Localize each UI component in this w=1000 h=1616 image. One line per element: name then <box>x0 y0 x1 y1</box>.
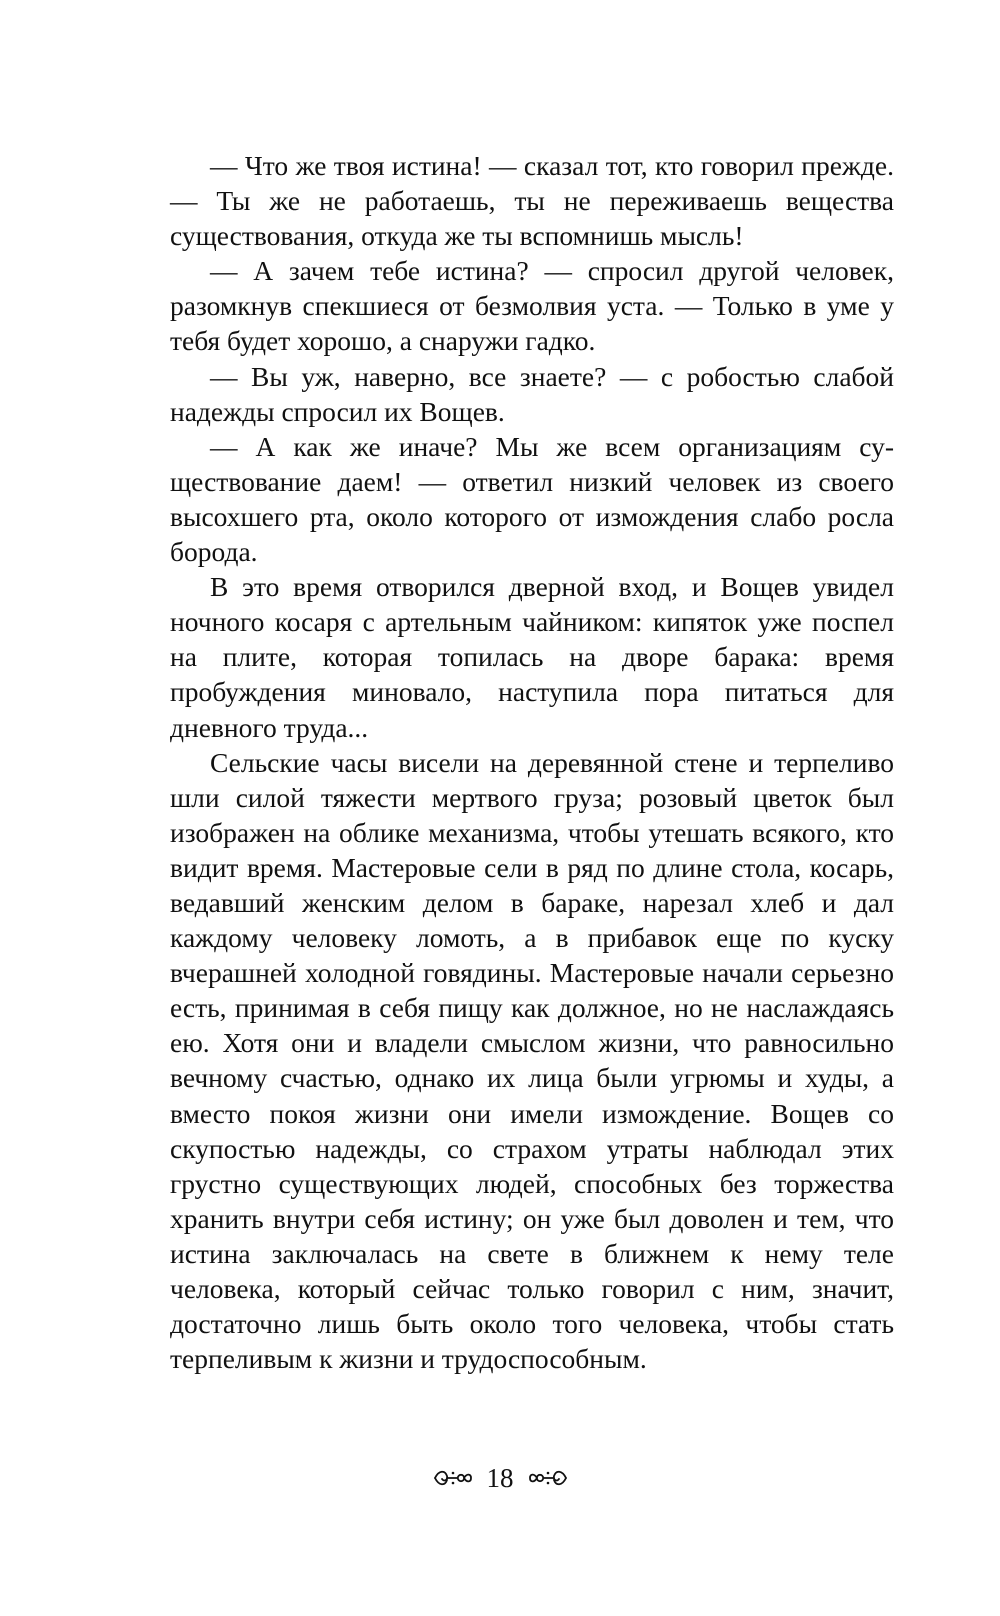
body-text <box>170 148 894 1376</box>
page-footer <box>0 1458 1000 1498</box>
left-flourish-icon <box>433 1466 473 1490</box>
paragraph: — Что же твоя истина! — сказал тот, кто говорил прежде. — Ты же не работаешь, ты не переживаешь вещества существования, откуда же ты вспомнишь мысль! <box>170 150 894 252</box>
paragraph: — Вы уж, наверно, все знаете? — с робостью слабой надежды спросил их Вощев. <box>170 360 894 427</box>
paragraph: — А зачем тебе истина? — спросил другой человек, разомкнув спекшиеся от безмолвия уста. — Только в уме у тебя будет хорошо, а снаружи гадко. <box>170 255 894 357</box>
paragraph: Сельские часы висели на деревянной стене и терпеливо шли силой тяжести мертвого груза; розовый цветок был изображен на облике механизма, чтобы утешать всякого, кто видит время. Мастеровые сели в ряд по длине стола, косарь, ведавший женским делом в бараке, нарезал хлеб и дал каждому человеку ломоть, а в прибавок еще по куску вчерашней холодной говядины. Мастеровые начали серьезно есть, принимая в себя пищу как должное, но не наслаждаясь ею. Хотя они и владели смыслом жизни, что равносильно вечному счастью, однако их лица были угрюмы и худы, а вместо покоя жизни они имели измождение. Вощев со скупостью надежды, со страхом утраты наблюдал этих грустно существующих людей, способных без торжества хранить внутри себя истину; он уже был доволен и тем, что истина заключалась на свете в ближнем к нему теле человека, который сейчас только говорил с ним, значит, достаточно лишь быть около того человека, чтобы стать терпеливым к жизни и трудоспособным. <box>170 746 894 1375</box>
page-number: 18 <box>486 1462 514 1493</box>
paragraph: В это время отворился дверной вход, и Вощев увидел ночного косаря с артельным чайником: кипяток уже поспел на плите, которая топилась на дворе барака: время пробуждения миновало, наступила пора питаться для дневного труда... <box>170 571 894 743</box>
paragraph: — А как же иначе? Мы же всем организациям существование даем! — ответил низкий человек из своего высохшего рта, около которого от измождения слабо росла борода. <box>170 430 894 568</box>
right-flourish-icon <box>528 1466 568 1490</box>
